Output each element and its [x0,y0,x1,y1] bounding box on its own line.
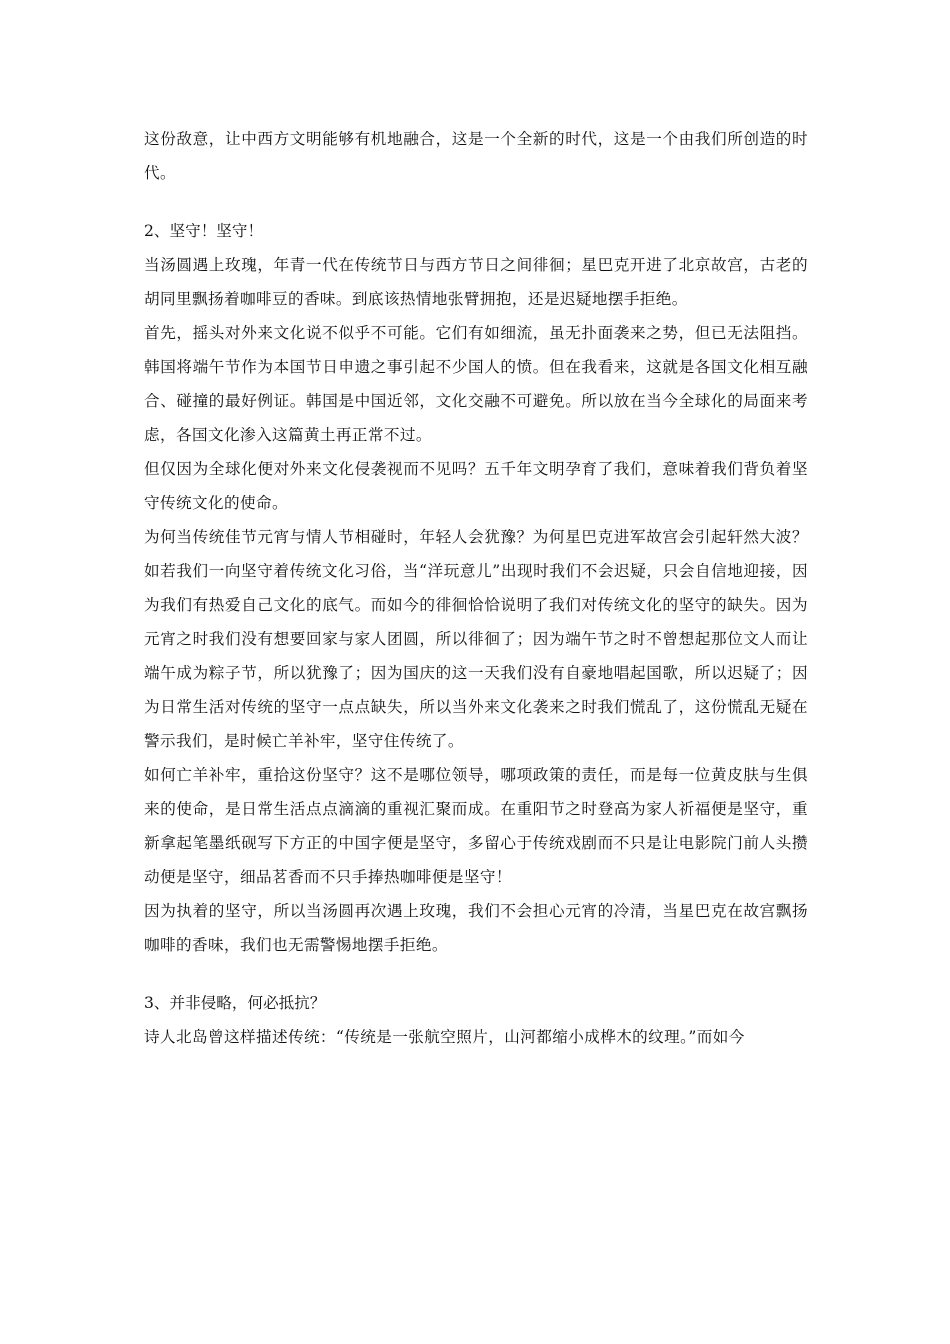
section-2-paragraph-5: 如何亡羊补牢，重拾这份坚守？这不是哪位领导，哪项政策的责任，而是每一位黄皮肤与生俱来的使命，是日常生活点点滴滴的重视汇聚而成。在重阳节之时登高为家人祈福便是坚守，重新拿起笔墨纸砚写下方正的中国字便是坚守，多留心于传统戏剧而不只是让电影院门前人头攒动便是坚守，细品茗香而不只手捧热咖啡便是坚守！ [144,766,808,886]
section-gap [144,190,808,214]
section-2 [144,214,808,962]
section-2-paragraph-4: 为何当传统佳节元宵与情人节相碰时，年轻人会犹豫？为何星巴克进军故宫会引起轩然大波？如若我们一向坚守着传统文化习俗，当“洋玩意儿”出现时我们不会迟疑，只会自信地迎接，因为我们有热爱自己文化的底气。而如今的徘徊恰恰说明了我们对传统文化的坚守的缺失。因为元宵之时我们没有想要回家与家人团圆，所以徘徊了；因为端午节之时不曾想起那位文人而让端午成为粽子节，所以犹豫了；因为国庆的这一天我们没有自豪地唱起国歌，所以迟疑了；因为日常生活对传统的坚守一点点缺失，所以当外来文化袭来之时我们慌乱了，这份慌乱无疑在警示我们，是时候亡羊补牢，坚守住传统了。 [144,528,808,750]
section-3-heading: 3、并非侵略，何必抵抗？ [144,994,326,1012]
section-3 [144,986,808,1054]
document-body [144,122,808,1054]
section-gap [144,962,808,986]
section-2-heading: 2、坚守！坚守！ [144,222,264,240]
section-2-paragraph-2: 首先，摇头对外来文化说不似乎不可能。它们有如细流，虽无扑面袭来之势，但已无法阻挡。韩国将端午节作为本国节日申遗之事引起不少国人的愤。但在我看来，这就是各国文化相互融合、碰撞的最好例证。韩国是中国近邻，文化交融不可避免。所以放在当今全球化的局面来考虑，各国文化渗入这篇黄土再正常不过。 [144,324,808,444]
section-3-paragraph-1: 诗人北岛曾这样描述传统：“传统是一张航空照片，山河都缩小成桦木的纹理。”而如今 [144,1028,745,1046]
section-2-paragraph-6: 因为执着的坚守，所以当汤圆再次遇上玫瑰，我们不会担心元宵的冷清，当星巴克在故宫飘扬咖啡的香味，我们也无需警惕地摆手拒绝。 [144,902,808,954]
section-2-paragraph-1: 当汤圆遇上玫瑰，年青一代在传统节日与西方节日之间徘徊；星巴克开进了北京故宫，古老的胡同里飘扬着咖啡豆的香味。到底该热情地张臂拥抱，还是迟疑地摆手拒绝。 [144,256,808,308]
intro-paragraph: 这份敌意，让中西方文明能够有机地融合，这是一个全新的时代，这是一个由我们所创造的时代。 [144,130,808,182]
section-2-paragraph-3: 但仅因为全球化便对外来文化侵袭视而不见吗？五千年文明孕育了我们，意味着我们背负着坚守传统文化的使命。 [144,460,808,512]
